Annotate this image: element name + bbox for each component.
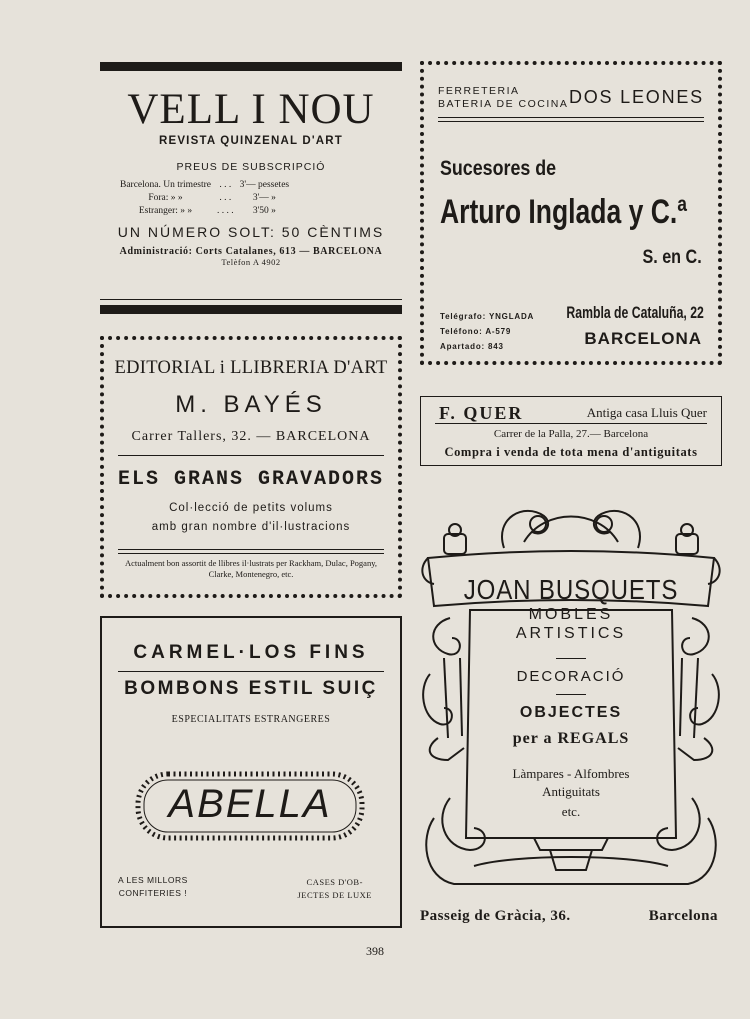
table-row <box>120 192 295 205</box>
top-bar <box>100 62 402 71</box>
editorial-name: M. BAYÉS <box>175 391 327 418</box>
numero-solt: UN NÚMERO SOLT: 50 CÈNTIMS <box>117 224 385 240</box>
especialitats: ESPECIALITATS ESTRANGERES <box>171 714 331 725</box>
quer-ad <box>420 396 722 466</box>
antiguitats: Antiguitats <box>542 784 600 799</box>
editorial-heading: EDITORIAL i LLIBRERIA D'ART <box>114 358 388 378</box>
ornamental-frame <box>414 498 728 898</box>
quer-compra: Compra i venda de tota mena d'antiguitats <box>444 445 698 459</box>
artistics: ARTISTICS <box>515 625 627 642</box>
bottom-left-line1: A LES MILLORS <box>118 875 188 885</box>
administracio: Administració: Corts Catalanes, 613 — BARCELONA <box>119 246 383 257</box>
decoracio: DECORACIÓ <box>516 668 626 685</box>
divider <box>118 671 384 672</box>
desc-line2: amb gran nombre d'il·lustracions <box>151 521 351 533</box>
preus-heading: PREUS DE SUBSCRIPCIÓ <box>176 161 326 173</box>
ferreteria-line1: FERRETERIA <box>438 85 520 97</box>
brand-dos-leones: DOS LEONES <box>568 87 704 107</box>
vell-i-nou-title: VELL I NOU <box>127 86 375 133</box>
objectes: OBJECTES <box>519 704 623 721</box>
bottom-left-text <box>118 874 188 900</box>
busquets-ad <box>414 498 728 928</box>
lampares: Làmpares - Alfombres <box>512 766 630 781</box>
telefon: Telèfon A 4902 <box>221 257 281 267</box>
bottom-right-line1: CASES D'OB- <box>306 877 363 887</box>
busquets-city: Barcelona <box>648 908 718 924</box>
sucesores: Sucesores de <box>440 157 557 180</box>
sen-c: S. en C. <box>642 247 702 268</box>
contact-info <box>440 309 534 354</box>
quer-antiga: Antiga casa Lluis Quer <box>586 405 707 420</box>
place: Barcelona. Un trimestre <box>120 180 212 190</box>
place: Estranger: » » <box>138 206 193 216</box>
quer-name: F. QUER <box>439 403 524 423</box>
ferreteria-ad <box>420 61 722 365</box>
table-row <box>120 179 295 192</box>
price: 3'50 » <box>252 206 276 216</box>
collection-desc <box>104 499 398 537</box>
collection-title: ELS GRANS GRAVADORS <box>117 468 385 491</box>
price: 3'— pessetes <box>239 180 290 190</box>
ferreteria-lines <box>438 85 568 111</box>
editorial-address: Carrer Tallers, 32. — BARCELONA <box>131 429 371 444</box>
page-number: 398 <box>366 944 384 958</box>
bottom-left-line2: CONFITERIES ! <box>118 888 188 898</box>
editorial-note: Actualment bon assortit de llibres il·lustrats per Rackham, Dulac, Pogany, Clarke, Montenegro, etc. <box>124 558 378 579</box>
arturo-inglada: Arturo Inglada y C.ª <box>440 193 688 231</box>
per-a-regals: per a REGALS <box>512 730 630 747</box>
bottom-right-line2: JECTES DE LUXE <box>297 890 372 900</box>
busquets-name: JOAN BUSQUETS <box>463 574 679 605</box>
carmel-line2: BOMBONS ESTIL SUIÇ <box>124 678 378 699</box>
double-rule <box>438 117 704 122</box>
rambla-address: Rambla de Cataluña, 22 <box>566 303 704 322</box>
dots: . . . <box>219 180 232 190</box>
apartado: Apartado: 843 <box>440 342 504 351</box>
bottom-bar <box>100 305 402 314</box>
carmel-line1: CARMEL·LOS FINS <box>133 642 369 663</box>
thin-rule <box>100 299 402 300</box>
city: BARCELONA <box>584 329 702 348</box>
busquets-address: Passeig de Gràcia, 36. <box>420 908 571 924</box>
etc: etc. <box>561 804 581 819</box>
underline <box>435 423 707 424</box>
ferreteria-line2: BATERIA DE COCINA <box>438 98 569 110</box>
carmel-ad <box>100 616 402 928</box>
vell-i-nou-subtitle: REVISTA QUINZENAL D'ART <box>158 135 344 147</box>
abella-logo <box>132 768 368 844</box>
quer-address: Carrer de la Palla, 27.— Barcelona <box>493 428 649 440</box>
dots: . . . . <box>217 206 234 216</box>
double-divider <box>118 549 384 554</box>
vell-i-nou-ad <box>100 62 402 314</box>
desc-line1: Col·lecció de petits volums <box>169 502 333 514</box>
bottom-right-text <box>297 876 372 902</box>
price: 3'— » <box>252 193 276 203</box>
dots: . . . <box>219 193 232 203</box>
editorial-ad <box>100 336 402 598</box>
place: Fora: » » <box>148 193 183 203</box>
mobles: MOBLES <box>528 606 614 623</box>
dash <box>556 694 586 695</box>
divider <box>118 455 384 456</box>
table-row <box>120 205 295 218</box>
subscription-table <box>120 179 295 218</box>
abella-brand: ABELLA <box>168 782 332 826</box>
telefono: Teléfono: A-579 <box>440 327 512 336</box>
dash <box>556 658 586 659</box>
telegrafo: Telégrafo: YNGLADA <box>440 312 535 321</box>
